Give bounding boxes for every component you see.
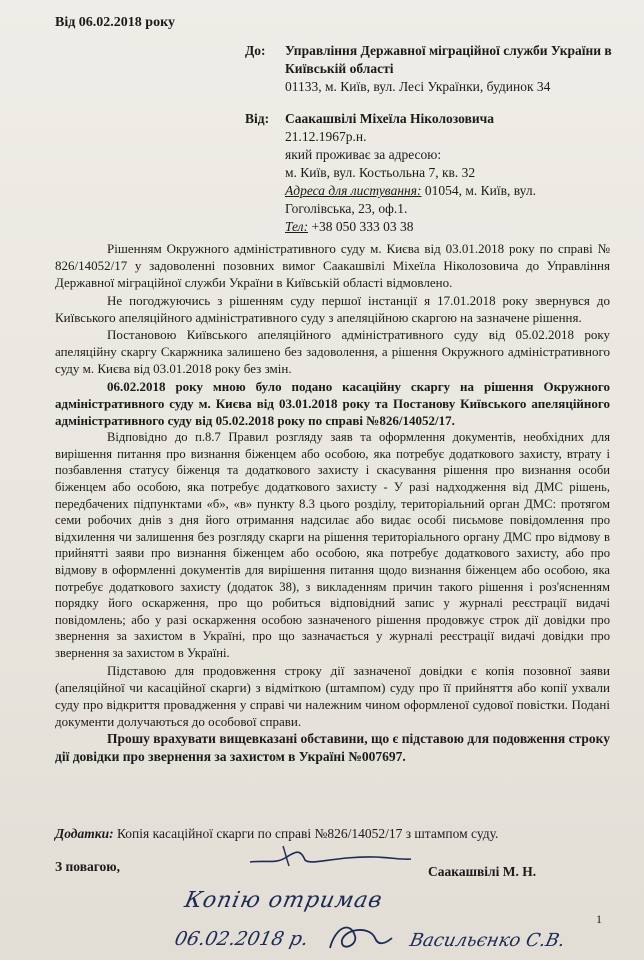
sender-mail: [285, 182, 575, 218]
signer-name: Саакашвілі М. Н.: [428, 864, 537, 879]
handwritten-name: Васильєнко С.В.: [407, 930, 567, 951]
sender-name: Саакашвілі Міхеїла Ніколозовича: [285, 111, 494, 126]
paragraph-court-decision: Рішенням Окружного адміністративного суду м. Києва від 03.01.2018 року по справі № 826/14052/17 у задоволенні позовних вимог Саакашвілі Міхеїла Ніколозовича до Управління Державної міграційної служби України в Київській області відмовлено.: [55, 241, 610, 291]
attachment-text: Копія касаційної скарги по справі №826/14052/17 з штампом суду.: [116, 826, 499, 841]
recipient-name: Управління Державної міграційної служби України в Київській області: [285, 43, 612, 76]
signature-mark: [245, 842, 415, 872]
paragraph-request: Прошу врахувати вищевказані обставини, що є підставою для подовження строку дії довідки про звернення за захистом в Україні №007697.: [55, 731, 610, 764]
letter-body: [55, 240, 610, 765]
sender-block: [245, 110, 625, 234]
handwritten-signature: [320, 918, 400, 958]
sender-phone: [285, 218, 575, 236]
paragraph-appeal: Не погоджуючись з рішенням суду першої інстанції я 17.01.2018 року звернувся до Київського апеляційного адміністративного суду з апеляційною скаргою на зазначене рішення.: [55, 292, 610, 325]
sender-label: Від:: [245, 111, 270, 126]
attachment-label: Додатки:: [55, 826, 114, 841]
document-date: Від 06.02.2018 року: [55, 15, 175, 30]
handwritten-receipt: Копію отримав: [182, 888, 386, 913]
paragraph-cassation: 06.02.2018 року мною було подано касаційну скаргу на рішення Окружного адміністративного суду м. Києва від 03.01.2018 року та Постанову Київського апеляційного адміністративного суду від 05.02.2018 року по справі №826/14052/17.: [55, 378, 610, 429]
page-number: 1: [596, 912, 602, 926]
paragraph-rules: Відповідно до п.8.7 Правил розгляду заяв та оформлення документів, необхідних для вирішення питання про визнання біженцем або особою, яка потребує додаткового захисту, втрату і позбавлення статусу біженця та додаткового захисту і скасування рішення про визнання особи біженцем або особою, яка потребує додаткового захисту - У разі надходження від ДМС рішень, передбачених підпунктами «б», «в» пункту 8.3 цього розділу, територіальний орган ДМС: протягом семи робочих днів з дня його отримання надсилає або видає особі письмове повідомлення про відхилення чи залишення без розгляду скарги на рішення територіального органу ДМС про відмову в прийнятті заяви про визнання біженцем або особою, яка потребує додаткового захисту, або про відмову в оформленні документів для вирішення питання щодо визнання біженцем або особою, яка потребує додаткового захисту (додаток 38), з викладенням причин такого рішення і роз'ясненням порядку його оскарження, про що робиться відповідний запис у журналі реєстрації видачі повідомлень; або у разі оскарження особою зазначеного рішення продовжує строк дії довідки про звернення за захистом в Україні, про що зазначається у журналі реєстрації видачі довідки про звернення за захистом в Україні.: [55, 430, 610, 660]
sender-address: м. Київ, вул. Костьольна 7, кв. 32: [285, 165, 476, 180]
tel-label: Тел:: [285, 219, 309, 234]
mail-address: 01054, м. Київ, вул. Гоголівська, 23, оф.1.: [285, 183, 536, 216]
sender-birth: 21.12.1967р.н.: [285, 129, 367, 144]
paragraph-grounds: Підставою для продовження строку дії зазначеної довідки є копія позовної заяви (апеляційної чи касаційної скарги) з відміткою (штампом) суду про її прийняття або копії ухвали суду про відкриття провадження у справі чи належним чином оформленої судової повістки. Подані документи долучаються до особової справи.: [55, 662, 610, 730]
handwritten-date: 06.02.2018 р.: [172, 928, 311, 950]
tel-value: +38 050 333 03 38: [311, 219, 414, 234]
recipient-block: [245, 42, 625, 102]
sender-residing: який проживає за адресою:: [285, 147, 442, 162]
recipient-label: До:: [245, 43, 266, 58]
recipient-address: 01133, м. Київ, вул. Лесі Українки, будинок 34: [285, 79, 551, 94]
paragraph-appeal-ruling: Постановою Київського апеляційного адміністративного суду від 05.02.2018 року апеляційну скаргу Скаржника залишено без задоволення, а рішення Окружного адміністративного суду м. Києва від 03.01.2018 року без змін.: [55, 327, 610, 377]
attachment-line: [55, 826, 498, 842]
closing-respect: З повагою,: [55, 859, 120, 874]
mail-label: Адреса для листування:: [285, 183, 422, 198]
